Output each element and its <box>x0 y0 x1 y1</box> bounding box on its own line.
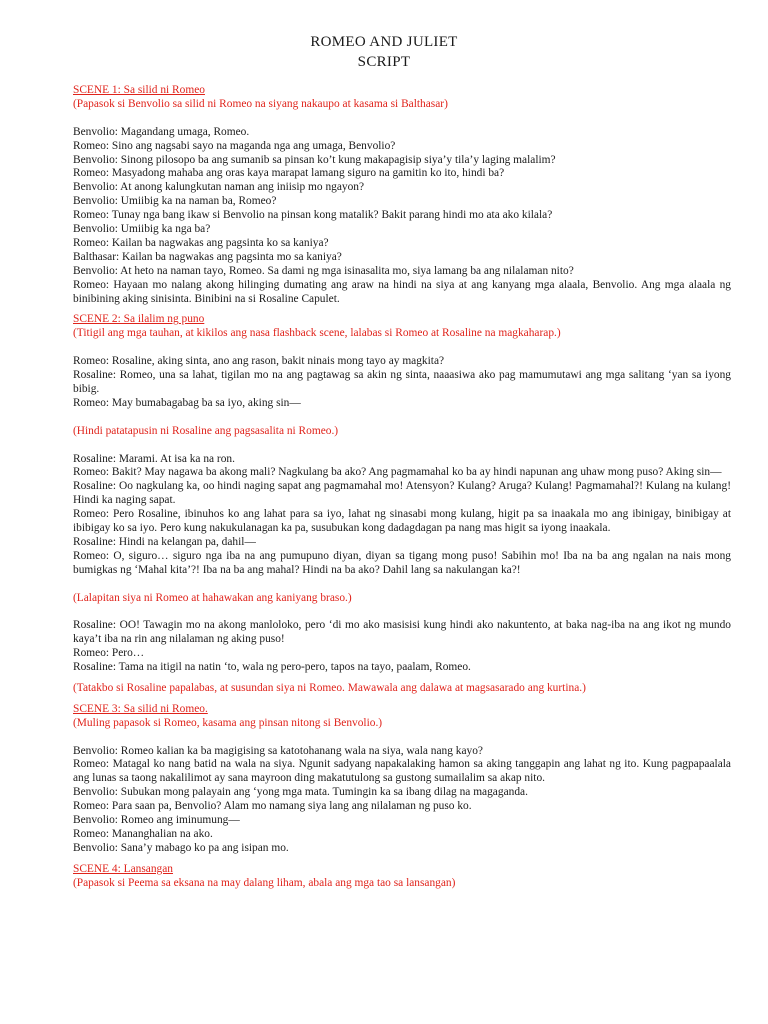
dialogue-line: Rosaline: Tama na itigil na natin ‘to, wala ng pero-pero, tapos na tayo, paalam, Romeo. <box>73 661 471 674</box>
dialogue-line: Benvolio: At anong kalungkutan naman ang iniisip mo ngayon? <box>73 181 365 194</box>
script-body <box>73 84 731 891</box>
dialogue-line: Benvolio: Romeo ang iminumung— <box>73 814 240 827</box>
spacer <box>73 439 731 453</box>
dialogue-line: Romeo: Pero… <box>73 647 145 660</box>
spacer <box>73 605 731 619</box>
spacer <box>73 675 731 682</box>
stage-direction: (Hindi patatapusin ni Rosaline ang pagsasalita ni Romeo.) <box>73 424 339 437</box>
stage-direction: (Papasok si Benvolio sa silid ni Romeo na siyang nakaupo at kasama si Balthasar) <box>73 97 448 110</box>
stage-direction: (Titigil ang mga tauhan, at kikilos ang nasa flashback scene, lalabas si Romeo at Rosaline na magkaharap.) <box>73 327 561 340</box>
spacer <box>73 411 731 425</box>
dialogue-line: Rosaline: OO! Tawagin mo na akong manloloko, pero ‘di mo ako masisisi kung hindi ako nakuntento, at baka nag-iba na ang ikot ng mundo kaya’t iba na rin ang nilalaman ng aking puso! <box>73 619 731 646</box>
spacer <box>73 341 731 355</box>
document-subtitle: SCRIPT <box>357 54 411 70</box>
dialogue-line: Romeo: Masyadong mahaba ang oras kaya marapat lamang siguro na gamitin ko ito, hindi ba? <box>73 167 505 180</box>
dialogue-line: Benvolio: Magandang umaga, Romeo. <box>73 125 250 138</box>
dialogue-line: Benvolio: Sana’y mabago ko pa ang isipan mo. <box>73 841 289 854</box>
dialogue-line: Romeo: Mananghalian na ako. <box>73 828 213 841</box>
stage-direction: (Papasok si Peema sa eksana na may dalang liham, abala ang mga tao sa lansangan) <box>73 876 456 889</box>
dialogue-line: Romeo: Sino ang nagsabi sayo na maganda nga ang umaga, Benvolio? <box>73 139 396 152</box>
dialogue-line: Rosaline: Hindi na kelangan pa, dahil— <box>73 535 256 548</box>
stage-direction: (Tatakbo si Rosaline papalabas, at susundan siya ni Romeo. Mawawala ang dalawa at magsasarado ang kurtina.) <box>73 681 586 694</box>
spacer <box>73 306 731 313</box>
scene-heading: SCENE 3: Sa silid ni Romeo. <box>73 702 208 715</box>
scene-heading: SCENE 1: Sa silid ni Romeo <box>73 84 205 96</box>
dialogue-line: Balthasar: Kailan ba nagwakas ang pagsinta mo sa kaniya? <box>73 250 342 263</box>
spacer <box>73 578 731 592</box>
dialogue-line: Romeo: Pero Rosaline, ibinuhos ko ang lahat para sa iyo, lahat ng sinasabi mong kulang, higit pa sa inaakala mo ang ibinigay, binibigay at ibibigay ko sa iyo. Pero kung nakukulanagan ka pa, susubukan kong dadagdagan pa nang mas higit sa iyong inaakala. <box>73 508 731 535</box>
spacer <box>73 731 731 745</box>
scene-heading: SCENE 4: Lansangan <box>73 862 173 875</box>
spacer <box>73 112 731 126</box>
dialogue-line: Romeo: O, siguro… siguro nga iba na ang pumupuno diyan, diyan sa tigang mong puso! Sabihin mo! Iba na ba ang ngalan na nais mong bumigkas ng ‘Mahal kita’?! Iba na ba ang mahal? Hindi na ba ako? Dahil lang sa nakulangan ka?! <box>73 549 731 576</box>
dialogue-line: Romeo: Tunay nga bang ikaw si Benvolio na pinsan kong matalik? Bakit parang hindi mo ata ako kilala? <box>73 209 553 222</box>
stage-direction: (Lalapitan siya ni Romeo at hahawakan ang kaniyang braso.) <box>73 591 352 604</box>
dialogue-line: Benvolio: Subukan mong palayain ang ‘yong mga mata. Tumingin ka sa ibang dilag na magaganda. <box>73 786 528 799</box>
dialogue-line: Benvolio: Sinong pilosopo ba ang sumanib sa pinsan ko’t kung makapagisip siya’y tila’y laging malalim? <box>73 153 556 166</box>
dialogue-line: Romeo: Matagal ko nang batid na wala na siya. Ngunit sadyang napakalaking hamon sa aking tanggapin ang lahat ng ito. Kung pagpapaalala ang lunas sa taong nakalilimot ay sana mayroon ding makatutulong sa gustong sumailalim sa akap nito. <box>73 758 731 785</box>
spacer <box>73 856 731 863</box>
dialogue-line: Benvolio: At heto na naman tayo, Romeo. Sa dami ng mga isinasalita mo, siya lamang ba ang nilalaman nito? <box>73 264 574 277</box>
dialogue-line: Romeo: Hayaan mo nalang akong hilinging dumating ang araw na hindi na siya at ang kanyang mga alaala, Benvolio. Ang mga alaala ng binibining aking sinisinta. Binibini na si Rosaline Capulet. <box>73 278 731 305</box>
spacer <box>73 696 731 703</box>
dialogue-line: Romeo: May bumabagabag ba sa iyo, aking sin— <box>73 396 301 409</box>
dialogue-line: Romeo: Bakit? May nagawa ba akong mali? Nagkulang ba ako? Ang pagmamahal ko ba ay hindi napunan ang uhaw mong puso? Aking sin— <box>73 466 722 479</box>
scene-heading: SCENE 2: Sa ilalim ng puno <box>73 313 205 326</box>
dialogue-line: Rosaline: Romeo, una sa lahat, tigilan mo na ang pagtawag sa akin ng sinta, naaasiwa ako pag mamumutawi ang mga salitang ‘yan sa iyong bibig. <box>73 369 731 395</box>
dialogue-line: Rosaline: Oo nagkulang ka, oo hindi naging sapat ang pagmamahal mo! Atensyon? Kulang? Aruga? Kulang! Pagmamahal?! Kulang na kulang! Hindi ka naging sapat. <box>73 480 731 507</box>
dialogue-line: Benvolio: Umiibig ka nga ba? <box>73 223 211 236</box>
dialogue-line: Romeo: Rosaline, aking sinta, ano ang rason, bakit ninais mong tayo ay magkita? <box>73 355 445 368</box>
stage-direction: (Muling papasok si Romeo, kasama ang pinsan nitong si Benvolio.) <box>73 716 383 729</box>
document-title: ROMEO AND JULIET <box>310 34 458 50</box>
dialogue-line: Romeo: Kailan ba nagwakas ang pagsinta ko sa kaniya? <box>73 236 329 249</box>
dialogue-line: Benvolio: Romeo kalian ka ba magigising sa katotohanang wala na siya, wala nang kayo? <box>73 744 483 757</box>
dialogue-line: Benvolio: Umiibig ka na naman ba, Romeo? <box>73 195 277 208</box>
dialogue-line: Romeo: Para saan pa, Benvolio? Alam mo namang siya lang ang nilalaman ng puso ko. <box>73 800 472 813</box>
dialogue-line: Rosaline: Marami. At isa ka na ron. <box>73 452 235 465</box>
